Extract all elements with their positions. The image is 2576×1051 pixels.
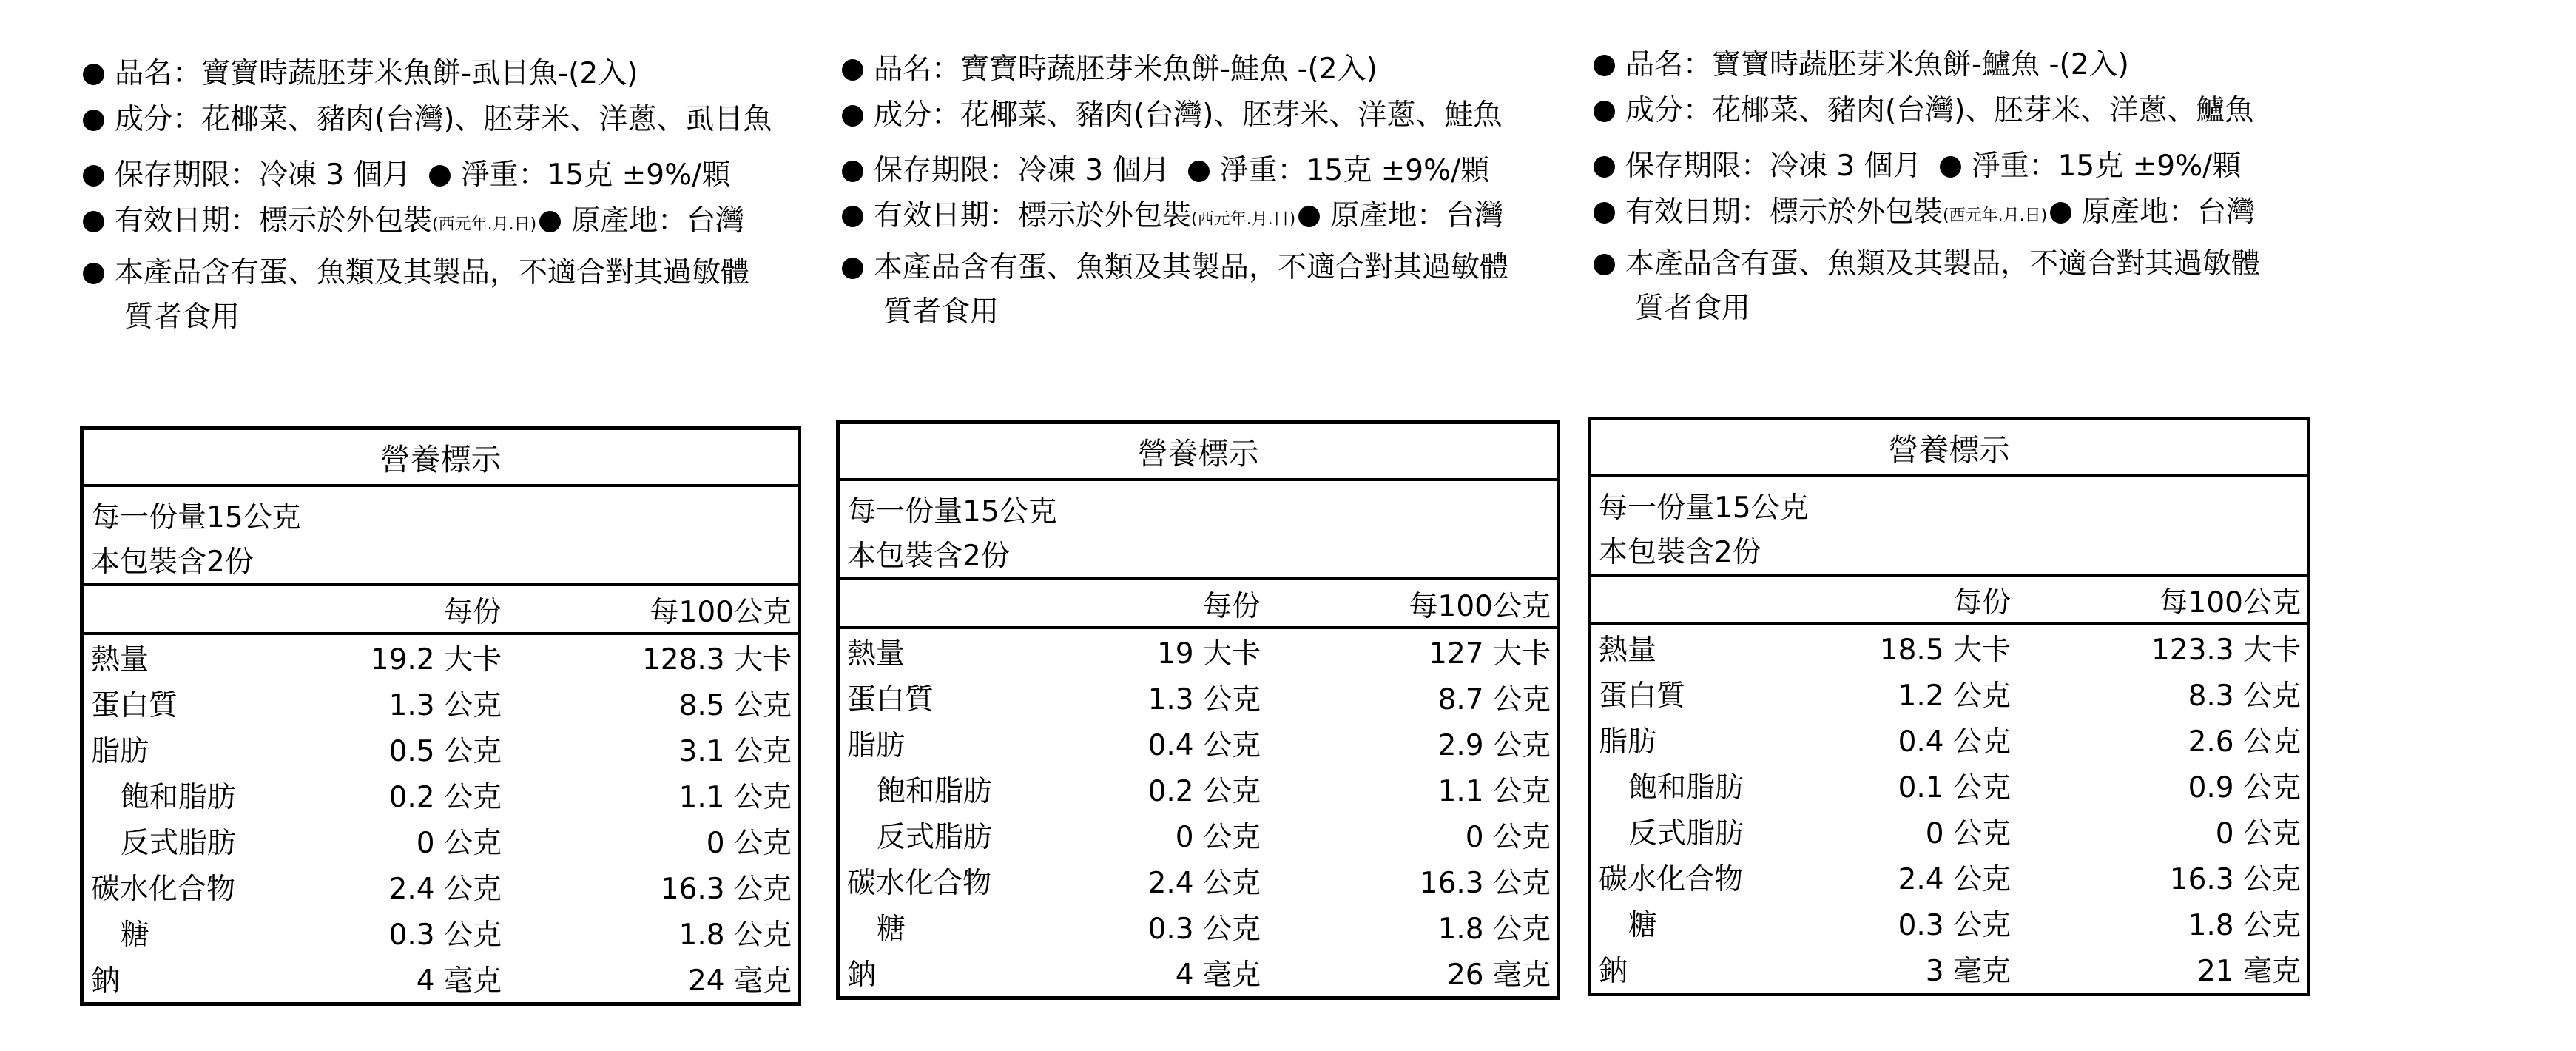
nutrient-name: 脂肪 bbox=[1599, 725, 1657, 759]
table-row bbox=[84, 678, 798, 724]
table-row bbox=[1591, 760, 2307, 806]
expiry-date: 有效日期：標示於外包裝 bbox=[115, 204, 433, 238]
table-row bbox=[840, 626, 1557, 672]
allergen-warning-cont: 質者食用 bbox=[124, 300, 240, 334]
nutrient-name: 脂肪 bbox=[91, 735, 149, 768]
ingredients: 成分：花椰菜、豬肉(台灣)、胚芽米、洋蔥、鮭魚 bbox=[874, 98, 1503, 132]
bullet-icon bbox=[1594, 156, 1615, 178]
table-row bbox=[84, 816, 798, 862]
per-100g-value: 2.6 公克 bbox=[2188, 725, 2301, 759]
nutrient-name: 碳水化合物 bbox=[847, 867, 992, 900]
bullet-icon bbox=[429, 165, 451, 187]
per-serving-value: 1.3 公克 bbox=[1147, 683, 1261, 716]
nutrient-name: 蛋白質 bbox=[91, 689, 178, 722]
serving-info bbox=[84, 484, 798, 586]
per-100g-value: 16.3 公克 bbox=[660, 873, 792, 906]
product-name: 品名：寶寶時蔬胚芽米魚餅-鱸魚 -(2入) bbox=[1625, 48, 2129, 81]
per-100g-value: 127 大卡 bbox=[1429, 637, 1551, 671]
table-row bbox=[840, 764, 1557, 810]
nutrient-name: 蛋白質 bbox=[847, 683, 934, 716]
per-serving-value: 4 毫克 bbox=[1175, 958, 1261, 992]
bullet-icon bbox=[1594, 202, 1615, 224]
col-per-serving: 每份 bbox=[1952, 586, 2011, 619]
per-serving-value: 18.5 大卡 bbox=[1879, 634, 2011, 667]
per-100g-value: 2.9 公克 bbox=[1437, 729, 1551, 762]
per-serving-value: 1.3 公克 bbox=[388, 689, 502, 722]
per-100g-value: 8.3 公克 bbox=[2188, 679, 2301, 713]
bullet-icon bbox=[842, 105, 863, 127]
nutrient-name: 熱量 bbox=[91, 643, 149, 676]
table-row bbox=[840, 672, 1557, 718]
table-row bbox=[1591, 898, 2307, 944]
expiry-format-note: (西元年.月.日) bbox=[1191, 210, 1296, 229]
per-100g-value: 123.3 大卡 bbox=[2151, 634, 2301, 667]
bullet-icon bbox=[1298, 206, 1320, 227]
nutrient-name: 飽和脂肪 bbox=[1628, 771, 1744, 805]
net-weight: 淨重：15克 ±9%/顆 bbox=[460, 158, 731, 192]
per-serving-value: 0 公克 bbox=[1175, 821, 1261, 854]
nutrient-name: 碳水化合物 bbox=[1599, 863, 1744, 896]
bullet-icon bbox=[1594, 55, 1615, 76]
servings-per-package: 本包裝含2份 bbox=[847, 540, 1010, 573]
table-row bbox=[840, 718, 1557, 764]
table-row bbox=[1591, 806, 2307, 852]
bullet-icon bbox=[842, 161, 863, 182]
table-row bbox=[84, 770, 798, 816]
table-row bbox=[1591, 852, 2307, 898]
per-serving-value: 2.4 公克 bbox=[388, 873, 502, 906]
expiry-date: 有效日期：標示於外包裝 bbox=[874, 199, 1192, 232]
col-per-100g: 每100公克 bbox=[1409, 590, 1551, 623]
nutrient-name: 脂肪 bbox=[847, 729, 906, 762]
per-serving-value: 0.2 公克 bbox=[1147, 775, 1261, 808]
allergen-warning: 本產品含有蛋、魚類及其製品，不適合對其過敏體 bbox=[115, 256, 750, 289]
servings-per-package: 本包裝含2份 bbox=[91, 545, 254, 579]
nutrient-name: 鈉 bbox=[91, 964, 121, 998]
table-row bbox=[84, 953, 798, 999]
per-100g-value: 1.8 公克 bbox=[1437, 913, 1551, 946]
per-100g-value: 3.1 公克 bbox=[678, 735, 792, 768]
table-row bbox=[840, 947, 1557, 993]
col-per-100g: 每100公克 bbox=[2159, 586, 2301, 619]
nutrition-title: 營養標示 bbox=[84, 430, 798, 487]
per-100g-value: 0.9 公克 bbox=[2188, 771, 2301, 805]
nutrition-table-3 bbox=[1588, 417, 2310, 996]
per-serving-value: 0.4 公克 bbox=[1898, 725, 2011, 759]
allergen-warning-cont: 質者食用 bbox=[1635, 292, 1751, 325]
bullet-icon bbox=[842, 59, 863, 81]
per-serving-value: 19.2 大卡 bbox=[370, 643, 502, 676]
storage-period: 保存期限：冷凍 3 個月 bbox=[115, 158, 411, 192]
per-serving-value: 1.2 公克 bbox=[1898, 679, 2011, 713]
bullet-icon bbox=[83, 263, 104, 284]
table-row bbox=[84, 724, 798, 770]
bullet-icon bbox=[83, 64, 104, 85]
bullet-icon bbox=[1188, 161, 1210, 182]
expiry-date: 有效日期：標示於外包裝 bbox=[1625, 195, 1943, 229]
product-name: 品名：寶寶時蔬胚芽米魚餅-鮭魚 -(2入) bbox=[874, 53, 1378, 86]
table-row bbox=[840, 856, 1557, 901]
per-100g-value: 8.5 公克 bbox=[678, 689, 792, 722]
net-weight: 淨重：15克 ±9%/顆 bbox=[1219, 154, 1490, 187]
nutrient-name: 反式脂肪 bbox=[877, 821, 993, 854]
bullet-icon bbox=[1594, 254, 1615, 275]
per-serving-value: 0.5 公克 bbox=[388, 735, 502, 768]
allergen-warning-cont: 質者食用 bbox=[883, 295, 999, 329]
table-row bbox=[840, 901, 1557, 947]
ingredients: 成分：花椰菜、豬肉(台灣)、胚芽米、洋蔥、虱目魚 bbox=[115, 103, 772, 136]
nutrition-table-2 bbox=[836, 420, 1560, 1000]
nutrient-name: 熱量 bbox=[1599, 634, 1657, 667]
per-serving-value: 0 公克 bbox=[416, 827, 502, 860]
nutrient-name: 鈉 bbox=[1599, 955, 1628, 988]
nutrient-name: 飽和脂肪 bbox=[877, 775, 993, 808]
table-row bbox=[1591, 944, 2307, 990]
nutrition-title: 營養標示 bbox=[1591, 420, 2307, 477]
expiry-format-note: (西元年.月.日) bbox=[1943, 206, 2048, 225]
per-serving-value: 0.3 公克 bbox=[1898, 909, 2011, 942]
per-100g-value: 1.8 公克 bbox=[678, 919, 792, 952]
column-headers bbox=[1591, 574, 2307, 625]
storage-period: 保存期限：冷凍 3 個月 bbox=[874, 154, 1170, 187]
bullet-icon bbox=[83, 211, 104, 232]
per-100g-value: 16.3 公克 bbox=[1419, 867, 1551, 900]
per-100g-value: 1.1 公克 bbox=[678, 781, 792, 814]
servings-per-package: 本包裝含2份 bbox=[1599, 536, 1761, 569]
per-100g-value: 1.8 公克 bbox=[2188, 909, 2301, 942]
nutrient-name: 糖 bbox=[121, 919, 150, 952]
nutrient-name: 反式脂肪 bbox=[121, 827, 237, 860]
col-per-serving: 每份 bbox=[443, 596, 502, 629]
per-100g-value: 8.7 公克 bbox=[1437, 683, 1551, 716]
origin: 原產地：台灣 bbox=[571, 204, 745, 238]
bullet-icon bbox=[83, 110, 104, 131]
per-100g-value: 21 毫克 bbox=[2196, 955, 2301, 988]
per-100g-value: 128.3 大卡 bbox=[641, 643, 792, 676]
allergen-warning: 本產品含有蛋、魚類及其製品，不適合對其過敏體 bbox=[874, 251, 1509, 284]
bullet-icon bbox=[2050, 202, 2071, 224]
serving-info bbox=[1591, 474, 2307, 577]
expiry-format-note: (西元年.月.日) bbox=[432, 215, 537, 234]
nutrient-name: 蛋白質 bbox=[1599, 679, 1686, 713]
storage-period: 保存期限：冷凍 3 個月 bbox=[1625, 150, 1922, 183]
table-row bbox=[1591, 668, 2307, 714]
per-serving-value: 2.4 公克 bbox=[1898, 863, 2011, 896]
bullet-icon bbox=[1940, 156, 1961, 178]
nutrient-name: 反式脂肪 bbox=[1628, 817, 1744, 850]
column-headers bbox=[84, 583, 798, 635]
product-name: 品名：寶寶時蔬胚芽米魚餅-虱目魚-(2入) bbox=[115, 57, 638, 90]
col-per-100g: 每100公克 bbox=[650, 596, 792, 629]
per-serving-value: 0.3 公克 bbox=[1147, 913, 1261, 946]
per-100g-value: 0 公克 bbox=[706, 827, 792, 860]
per-100g-value: 0 公克 bbox=[2215, 817, 2301, 850]
per-100g-value: 24 毫克 bbox=[687, 964, 792, 998]
table-row bbox=[84, 907, 798, 953]
per-serving-value: 3 毫克 bbox=[1925, 955, 2011, 988]
nutrient-name: 糖 bbox=[1628, 909, 1658, 942]
per-serving-value: 4 毫克 bbox=[416, 964, 502, 998]
per-100g-value: 1.1 公克 bbox=[1437, 775, 1551, 808]
per-serving-value: 19 大卡 bbox=[1156, 637, 1261, 671]
bullet-icon bbox=[83, 165, 104, 187]
table-row bbox=[84, 862, 798, 907]
per-serving-value: 2.4 公克 bbox=[1147, 867, 1261, 900]
nutrient-name: 飽和脂肪 bbox=[121, 781, 237, 814]
table-row bbox=[84, 632, 798, 678]
bullet-icon bbox=[1594, 101, 1615, 122]
table-row bbox=[1591, 622, 2307, 668]
origin: 原產地：台灣 bbox=[2082, 195, 2256, 229]
origin: 原產地：台灣 bbox=[1330, 199, 1504, 232]
per-serving-value: 0.4 公克 bbox=[1147, 729, 1261, 762]
bullet-icon bbox=[842, 258, 863, 279]
per-100g-value: 16.3 公克 bbox=[2169, 863, 2301, 896]
nutrient-name: 鈉 bbox=[847, 958, 877, 992]
col-per-serving: 每份 bbox=[1202, 590, 1261, 623]
nutrient-name: 碳水化合物 bbox=[91, 873, 236, 906]
per-serving-value: 0.1 公克 bbox=[1898, 771, 2011, 805]
bullet-icon bbox=[842, 206, 863, 227]
nutrient-name: 熱量 bbox=[847, 637, 906, 671]
per-100g-value: 0 公克 bbox=[1465, 821, 1551, 854]
serving-size: 每一份量15公克 bbox=[847, 495, 1057, 528]
serving-size: 每一份量15公克 bbox=[1599, 491, 1809, 525]
serving-size: 每一份量15公克 bbox=[91, 501, 301, 534]
nutrition-title: 營養標示 bbox=[840, 424, 1557, 481]
ingredients: 成分：花椰菜、豬肉(台灣)、胚芽米、洋蔥、鱸魚 bbox=[1625, 94, 2254, 127]
bullet-icon bbox=[539, 211, 561, 232]
per-100g-value: 26 毫克 bbox=[1446, 958, 1551, 992]
net-weight: 淨重：15克 ±9%/顆 bbox=[1971, 150, 2242, 183]
per-serving-value: 0.2 公克 bbox=[388, 781, 502, 814]
column-headers bbox=[840, 577, 1557, 629]
allergen-warning: 本產品含有蛋、魚類及其製品，不適合對其過敏體 bbox=[1625, 247, 2261, 281]
per-serving-value: 0.3 公克 bbox=[388, 919, 502, 952]
serving-info bbox=[840, 478, 1557, 580]
nutrition-table-1 bbox=[80, 426, 801, 1006]
nutrient-name: 糖 bbox=[877, 913, 906, 946]
table-row bbox=[1591, 714, 2307, 760]
per-serving-value: 0 公克 bbox=[1925, 817, 2011, 850]
table-row bbox=[840, 810, 1557, 856]
